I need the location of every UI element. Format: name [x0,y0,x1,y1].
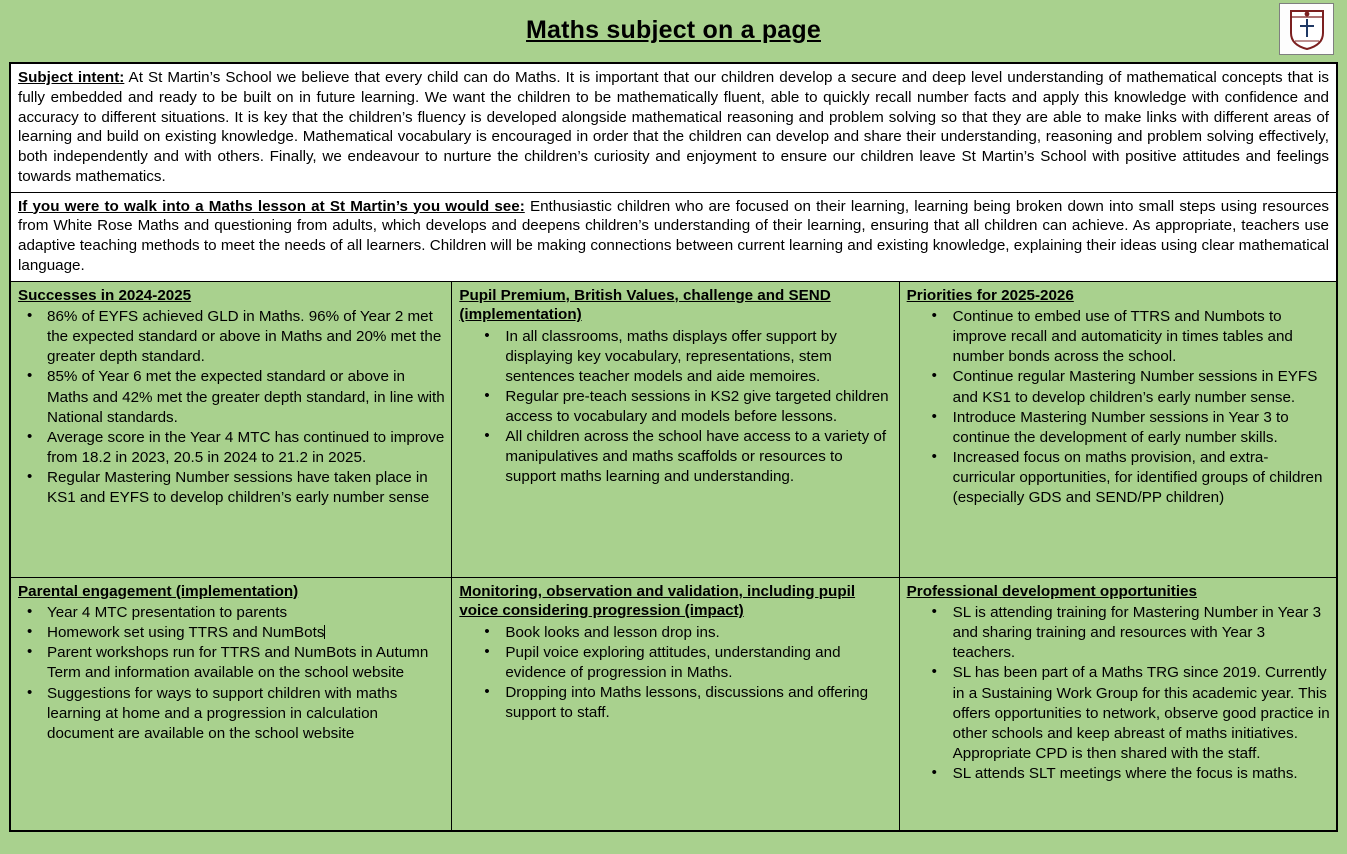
list-item: • Increased focus on maths provision, and extra-curricular opportunities, for identified groups of children (especially GDS and SEND/PP children) [953,448,1330,508]
list-item: • Continue to embed use of TTRS and Numbots to improve recall and automaticity in times tables and number bonds across the school. [953,307,1330,367]
list-item: • Dropping into Maths lessons, discussions and offering support to staff. [505,683,892,723]
parental-list [18,603,445,743]
school-crest-icon [1279,3,1334,55]
monitoring-list [459,623,892,723]
list-item: • Regular pre-teach sessions in KS2 give targeted children access to vocabulary and models before lessons. [505,387,892,427]
list-item: • SL has been part of a Maths TRG since 2019. Currently in a Sustaining Work Group for this academic year. This offers opportunities to network, observe good practice in other schools and keep abreast of maths initiatives. Appropriate CPD is then shared with the staff. [953,663,1330,763]
page-header [0,0,1347,62]
list-item: • Book looks and lesson drop ins. [505,623,892,643]
text-cursor [324,625,325,639]
parental-heading: Parental engagement (implementation) [18,582,299,600]
list-item: • Pupil voice exploring attitudes, understanding and evidence of progression in Maths. [505,643,892,683]
list-item: • Suggestions for ways to support children with maths learning at home and a progression in calculation document are available on the school website [47,684,445,744]
list-item: • Regular Mastering Number sessions have taken place in KS1 and EYFS to develop children’s early number sense [47,468,445,508]
priorities-list [907,307,1330,508]
list-item: • In all classrooms, maths displays offer support by displaying key vocabulary, representations, stem sentences teacher models and aide memoires. [505,327,892,387]
subject-intent-row [11,64,1336,193]
walk-in-text: Enthusiastic children who are focused on their learning, learning being broken down into small steps using resources from White Rose Maths and questioning from adults, which develops and deepens children’s understanding of their learning, ensuring that all children can achieve. As appropriate, teachers use adaptive teaching methods to meet the needs of all learners. Children will be making connections between current learning and existing knowledge, explaining their ideas using clear mathematical language. [18,197,1329,274]
cell-monitoring [452,578,899,830]
cpd-heading: Professional development opportunities [906,582,1197,600]
list-item: • Parent workshops run for TTRS and NumBots in Autumn Term and information available on the school website [47,643,445,683]
walk-in-label: If you were to walk into a Maths lesson at St Martin’s you would see: [18,197,525,215]
list-item: • Continue regular Mastering Number sessions in EYFS and KS1 to develop children’s early number sense. [953,367,1330,407]
list-item: • 85% of Year 6 met the expected standard or above in Maths and 42% met the greater depth standard, in line with National standards. [47,367,445,427]
successes-list [18,307,445,508]
row-parental-monitoring-cpd [11,577,1336,830]
page-title: Maths subject on a page [526,16,821,44]
cell-cpd [900,578,1336,830]
subject-on-a-page-table [9,62,1338,832]
cell-pupil-premium [452,282,899,577]
subject-intent-text: At St Martin’s School we believe that every child can do Maths. It is important that our children develop a secure and deep level understanding of mathematical concepts that is fully embedded and ready to be built on in future learning. We want the children to be mathematically fluent, able to quickly recall number facts and apply this knowledge with confidence and accuracy to different situations. It is key that the children’s fluency is developed alongside mathematical reasoning and problem solving so that they are able to make links with different areas of learning and build on existing knowledge. Mathematical vocabulary is encouraged in order that the children can develop and share their understanding, reasoning and problem solving effectively, both independently and with others. Finally, we endeavour to nurture the children’s curiosity and enjoyment to ensure our children leave St Martin’s School with positive attitudes and feelings towards mathematics. [18,69,1330,185]
list-item: • Year 4 MTC presentation to parents [47,603,445,623]
successes-heading: Successes in 2024-2025 [18,286,192,304]
list-item: • Average score in the Year 4 MTC has continued to improve from 18.2 in 2023, 20.5 in 2024 to 21.2 in 2025. [47,428,445,468]
monitoring-heading: Monitoring, observation and validation, including pupil voice considering progression (impact) [459,582,856,620]
list-item: • SL attends SLT meetings where the focus is maths. [953,764,1330,784]
pupil-premium-heading: Pupil Premium, British Values, challenge and SEND (implementation) [459,286,831,324]
cell-successes [11,282,452,577]
list-item: • Homework set using TTRS and NumBots [47,623,445,643]
row-successes-pp-priorities [11,282,1336,577]
priorities-heading: Priorities for 2025-2026 [906,286,1074,304]
list-item: • SL is attending training for Mastering Number in Year 3 and sharing training and resources with Year 3 teachers. [953,603,1330,663]
walk-in-row [11,193,1336,282]
list-item: • Introduce Mastering Number sessions in Year 3 to continue the development of early number skills. [953,408,1330,448]
list-item: • 86% of EYFS achieved GLD in Maths. 96% of Year 2 met the expected standard or above in Maths and 20% met the greater depth standard. [47,307,445,367]
cell-priorities [900,282,1336,577]
cell-parental-engagement [11,578,452,830]
pupil-premium-list [459,327,892,488]
cpd-list [907,603,1330,784]
subject-intent-label: Subject intent: [18,69,125,86]
list-item: • All children across the school have access to a variety of manipulatives and maths scaffolds or resources to support maths learning and understanding. [505,427,892,487]
